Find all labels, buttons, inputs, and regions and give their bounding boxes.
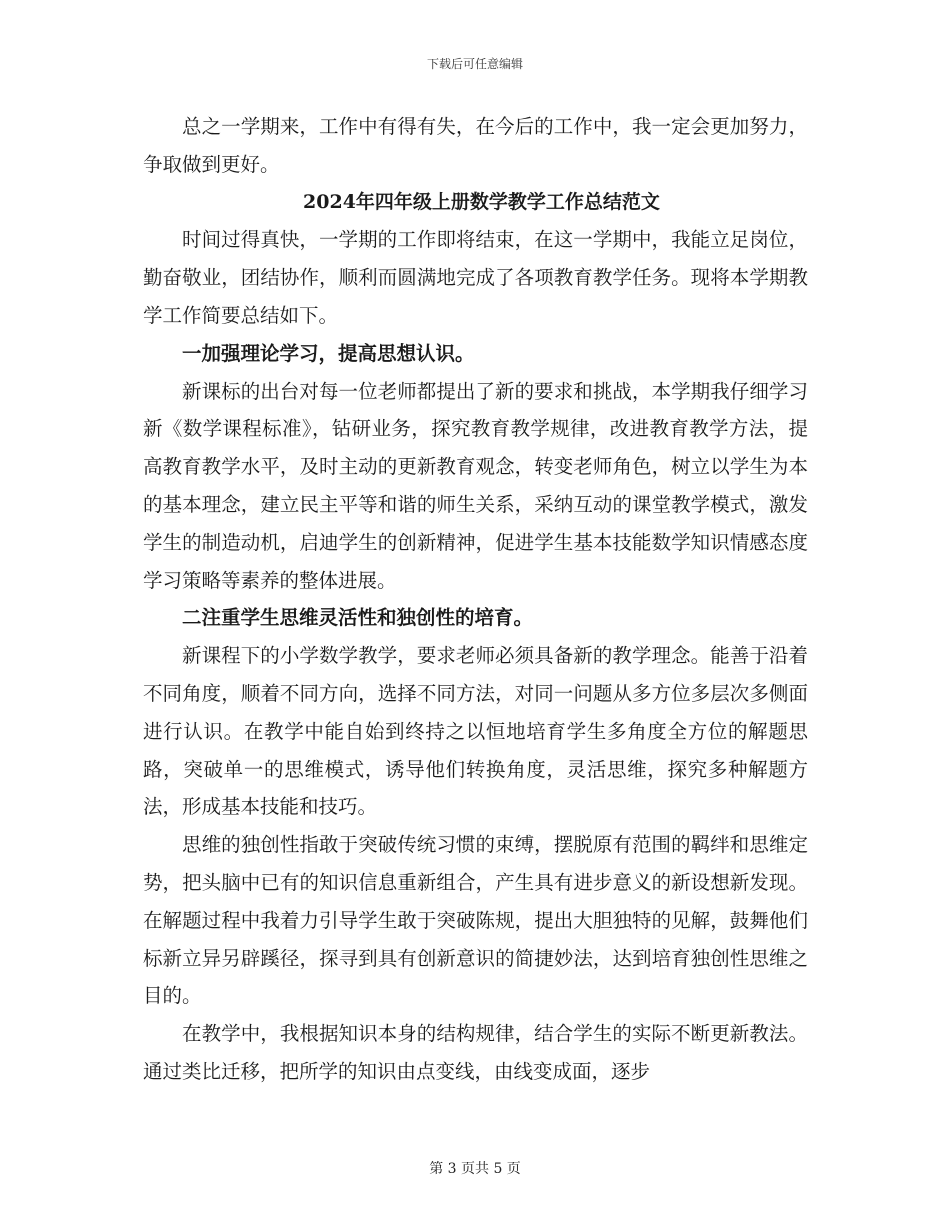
intro-paragraph: 时间过得真快，一学期的工作即将结束，在这一学期中，我能立足岗位，勤奋敬业，团结协作，顺利而圆满地完成了各项教育教学任务。现将本学期教学工作简要总结如下。 bbox=[143, 228, 808, 327]
page-footer: 第 3 页共 5 页 bbox=[429, 1161, 521, 1177]
article-title: 2024年四年级上册数学教学工作总结范文 bbox=[303, 190, 660, 213]
page-header: 下载后可任意编辑 bbox=[426, 57, 523, 71]
section-heading-1: 一加强理论学习，提高思想认识。 bbox=[182, 341, 475, 365]
document-body bbox=[143, 108, 808, 1091]
section-2-paragraph-2: 思维的独创性指敢于突破传统习惯的束缚，摆脱原有范围的羁绊和思维定势，把头脑中已有的知识信息重新组合，产生具有进步意义的新设想新发现。在解题过程中我着力引导学生敢于突破陈规，提出大胆独特的见解，鼓舞他们标新立异另辟蹊径，探寻到具有创新意识的简捷妙法，达到培育独创性思维之目的。 bbox=[143, 833, 808, 1008]
section-2-paragraph-3: 在教学中，我根据知识本身的结构规律，结合学生的实际不断更新教法。通过类比迁移，把所学的知识由点变线，由线变成面，逐步 bbox=[143, 1022, 808, 1083]
section-heading-2: 二注重学生思维灵活性和独创性的培育。 bbox=[182, 606, 534, 630]
section-2-paragraph-1: 新课程下的小学数学教学，要求老师必须具备新的教学理念。能善于沿着不同角度，顺着不同方向，选择不同方法，对同一问题从多方位多层次多侧面进行认识。在教学中能自始到终持之以恒地培育学生多角度全方位的解题思路，突破单一的思维模式，诱导他们转换角度，灵活思维，探究多种解题方法，形成基本技能和技巧。 bbox=[143, 644, 808, 819]
section-1-paragraph: 新课标的出台对每一位老师都提出了新的要求和挑战，本学期我仔细学习新《数学课程标准》，钻研业务，探究教育教学规律，改进教育教学方法，提高教育教学水平，及时主动的更新教育观念，转变老师角色，树立以学生为本的基本理念，建立民主平等和谐的师生关系，采纳互动的课堂教学模式，激发学生的制造动机，启迪学生的创新精神，促进学生基本技能数学知识情感态度学习策略等素养的整体进展。 bbox=[143, 379, 808, 592]
closing-paragraph: 总之一学期来，工作中有得有失，在今后的工作中，我一定会更加努力，争取做到更好。 bbox=[143, 115, 808, 176]
